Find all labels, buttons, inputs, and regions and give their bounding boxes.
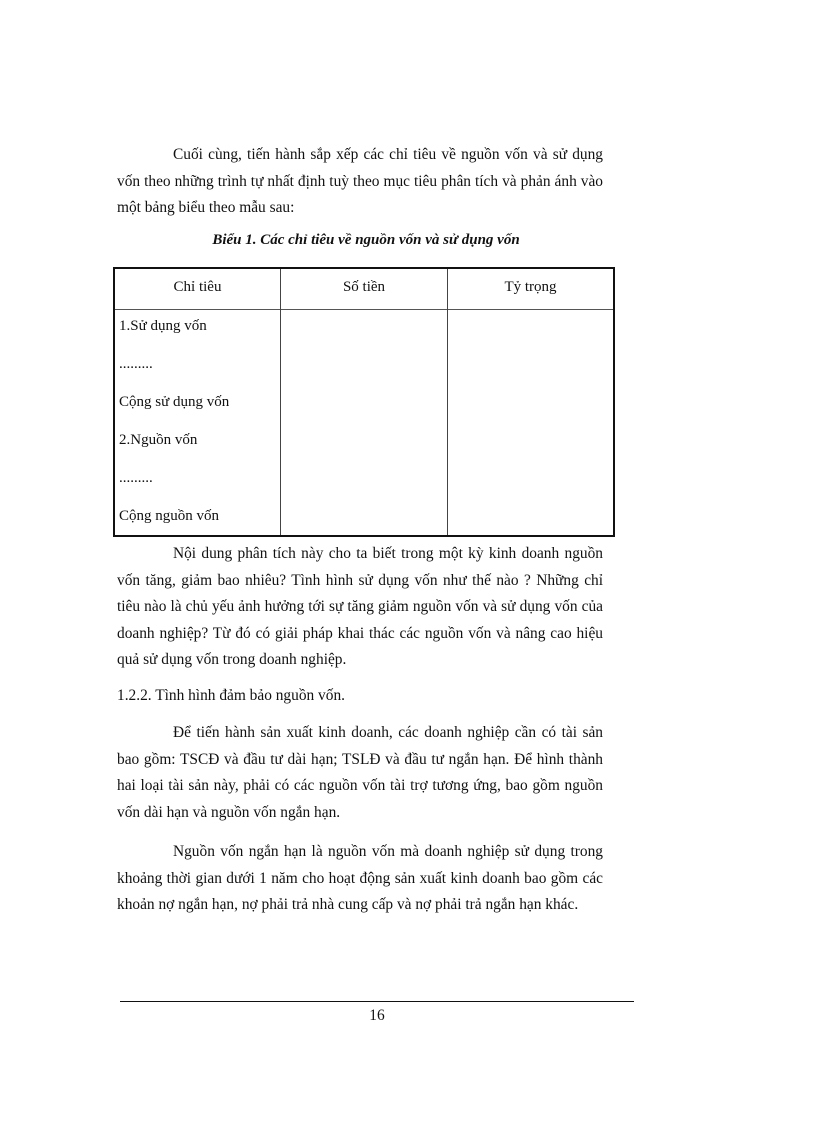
paragraph-short-term [117,839,603,919]
header-so-tien: Số tiền [342,279,386,295]
header-chi-tieu: Chỉ tiêu [173,279,222,295]
paragraph-analysis-text: Nội dung phân tích này cho ta biết trong một kỳ kinh doanh nguồn vốn tăng, giảm bao nhiêu? Tình hình sử dụng vốn như thế nào ? Những chỉ tiêu nào là chủ yếu ảnh hưởng tới sự tăng giảm nguồn vốn và sử dụng vốn của doanh nghiệp? Từ đó có giải pháp khai thác các nguồn vốn và nâng cao hiệu quả sử dụng vốn trong doanh nghiệp. [117,545,603,668]
table-row-label: ......... [119,470,153,486]
table-caption: Biểu 1. Các chỉ tiêu về nguồn vốn và sử dụng vốn [212,232,520,248]
page-number: 16 [369,1007,385,1024]
paragraph-assets [117,720,603,826]
paragraph-assets-text: Để tiến hành sản xuất kinh doanh, các doanh nghiệp cần có tài sản bao gồm: TSCĐ và đầu tư dài hạn; TSLĐ và đầu tư ngắn hạn. Để hình thành hai loại tài sản này, phải có các nguồn vốn tài trợ tương ứng, bao gồm nguồn vốn dài hạn và nguồn vốn ngắn hạn. [117,724,603,821]
paragraph-intro [117,142,603,222]
section-heading: 1.2.2. Tình hình đảm bảo nguồn vốn. [117,687,345,704]
footer-divider [120,1001,634,1002]
header-ty-trong: Tỷ trọng [504,279,557,295]
table-row-label: ......... [119,356,153,372]
table-row-label: 1.Sử dụng vốn [119,318,207,334]
table-row-label: Cộng sử dụng vốn [119,394,230,410]
paragraph-intro-text: Cuối cùng, tiến hành sắp xếp các chỉ tiêu về nguồn vốn và sử dụng vốn theo những trình tự nhất định tuỳ theo mục tiêu phân tích và phản ánh vào một bảng biểu theo mẫu sau: [117,146,603,216]
table-row-label: 2.Nguồn vốn [119,432,198,448]
table-row-label: Cộng nguồn vốn [119,508,220,524]
paragraph-short-term-text: Nguồn vốn ngắn hạn là nguồn vốn mà doanh nghiệp sử dụng trong khoảng thời gian dưới 1 năm cho hoạt động sản xuất kinh doanh bao gồm các khoản nợ ngắn hạn, nợ phải trả nhà cung cấp và nợ phải trả ngắn hạn khác. [117,843,603,913]
paragraph-analysis [117,541,603,674]
capital-table [113,267,615,537]
